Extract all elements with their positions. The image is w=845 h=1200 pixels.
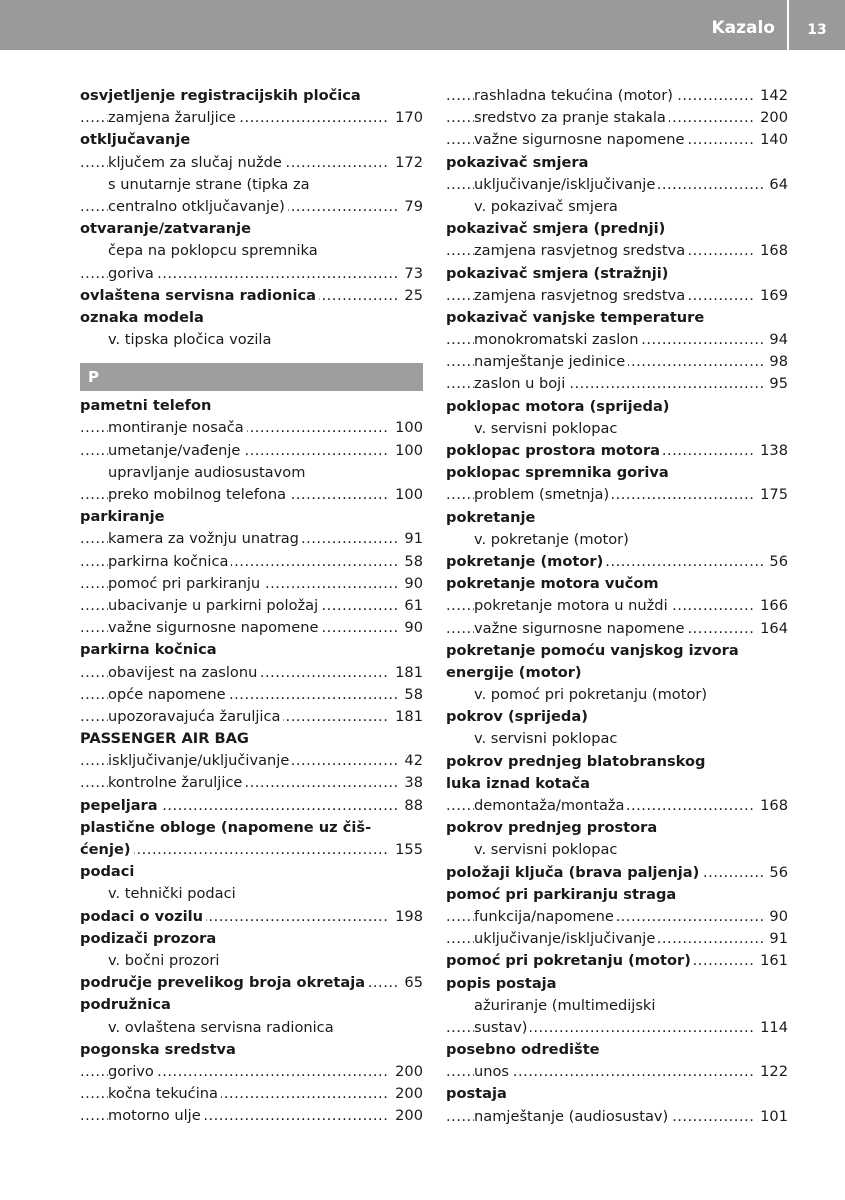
- index-subentry: [80, 1017, 423, 1039]
- entry-label: kočna tekućina: [108, 1085, 221, 1102]
- index-entry: [80, 817, 423, 839]
- entry-page-number: 90: [398, 617, 423, 639]
- index-subentry: [80, 772, 423, 794]
- entry-page-number: 98: [763, 351, 788, 373]
- index-entry: [80, 928, 423, 950]
- entry-page-number: 25: [398, 285, 423, 307]
- entry-label: pokretanje: [446, 509, 538, 526]
- entry-page-number: 114: [754, 1017, 788, 1039]
- left-column-top-entries: [80, 85, 423, 351]
- entry-label: namještanje jedinice: [474, 353, 628, 370]
- entry-page-number: 164: [754, 618, 788, 640]
- index-entry: [80, 85, 423, 107]
- left-column: [80, 85, 423, 1127]
- entry-label: parkirna kočnica: [80, 641, 220, 658]
- entry-label: kamera za vožnju unatrag: [108, 530, 302, 547]
- index-subentry: [446, 995, 788, 1017]
- index-subentry: [80, 573, 423, 595]
- entry-page-number: 166: [754, 595, 788, 617]
- entry-page-number: 138: [754, 440, 788, 462]
- entry-page-number: 94: [763, 329, 788, 351]
- entry-page-number: 142: [754, 85, 788, 107]
- index-subentry: [80, 152, 423, 174]
- index-subentry: [446, 484, 788, 506]
- entry-label: područje prevelikog broja okretaja: [80, 974, 368, 991]
- entry-label: sustav): [474, 1019, 530, 1036]
- index-entry: [446, 1039, 788, 1061]
- index-subentry: [80, 684, 423, 706]
- entry-label: poklopac spremnika goriva: [446, 464, 672, 481]
- index-subentry: [446, 285, 788, 307]
- entry-page-number: 65: [398, 972, 423, 994]
- entry-label: v. tehnički podaci: [108, 885, 239, 902]
- entry-label: ubacivanje u parkirni položaj: [108, 597, 321, 614]
- entry-label: opće napomene: [108, 686, 229, 703]
- entry-page-number: 100: [389, 484, 423, 506]
- entry-label: v. pokretanje (motor): [474, 531, 632, 548]
- entry-label: preko mobilnog telefona: [108, 486, 289, 503]
- entry-label: pokazivač smjera: [446, 154, 591, 171]
- entry-page-number: 140: [754, 129, 788, 151]
- index-subentry: [80, 706, 423, 728]
- index-subentry: [80, 174, 423, 196]
- index-entry: [446, 218, 788, 240]
- index-entry: [80, 395, 423, 417]
- entry-page-number: 61: [398, 595, 423, 617]
- index-subentry: [80, 750, 423, 772]
- entry-label: otvaranje/zatvaranje: [80, 220, 254, 237]
- entry-label: uključivanje/isključivanje: [474, 176, 658, 193]
- index-subentry: [446, 85, 788, 107]
- entry-label: pametni telefon: [80, 397, 214, 414]
- entry-label: v. servisni poklopac: [474, 841, 620, 858]
- entry-page-number: 42: [398, 750, 423, 772]
- index-subentry: [446, 129, 788, 151]
- index-subentry: [80, 883, 423, 905]
- entry-label: pokazivač vanjske temperature: [446, 309, 707, 326]
- entry-label: namještanje (audiosustav): [474, 1108, 671, 1125]
- entry-label: popis postaja: [446, 975, 560, 992]
- entry-label: v. servisni poklopac: [474, 420, 620, 437]
- index-subentry: [80, 551, 423, 573]
- entry-page-number: 200: [389, 1061, 423, 1083]
- index-subentry: [80, 595, 423, 617]
- entry-page-number: 56: [763, 862, 788, 884]
- index-entry: [446, 440, 788, 462]
- entry-page-number: 175: [754, 484, 788, 506]
- index-entry: [446, 773, 788, 795]
- index-subentry: [80, 484, 423, 506]
- index-entry: [446, 1083, 788, 1105]
- entry-page-number: 161: [754, 950, 788, 972]
- index-subentry: [446, 1061, 788, 1083]
- entry-label: pomoć pri parkiranju straga: [446, 886, 679, 903]
- left-column-bottom-entries: [80, 395, 423, 1127]
- entry-page-number: 64: [763, 174, 788, 196]
- entry-label: podaci o vozilu: [80, 908, 206, 925]
- entry-page-number: 155: [389, 839, 423, 861]
- index-subentry: [80, 196, 423, 218]
- entry-label: upozoravajuća žaruljica: [108, 708, 283, 725]
- entry-label: podružnica: [80, 996, 174, 1013]
- entry-label: podizači prozora: [80, 930, 219, 947]
- entry-label: uključivanje/isključivanje: [474, 930, 658, 947]
- entry-page-number: 198: [389, 906, 423, 928]
- entry-page-number: 101: [754, 1106, 788, 1128]
- entry-label: položaji ključa (brava paljenja): [446, 864, 702, 881]
- right-column-entries: [446, 85, 788, 1128]
- index-subentry: [80, 263, 423, 285]
- entry-label: energije (motor): [446, 664, 585, 681]
- entry-label: s unutarnje strane (tipka za: [108, 176, 313, 193]
- entry-label: v. tipska pločica vozila: [108, 331, 274, 348]
- index-entry: [446, 662, 788, 684]
- entry-label: v. ovlaštena servisna radionica: [108, 1019, 337, 1036]
- entry-label: rashladna tekućina (motor): [474, 87, 676, 104]
- entry-label: parkirna kočnica: [108, 553, 231, 570]
- entry-label: ćenje): [80, 841, 134, 858]
- index-subentry: [446, 839, 788, 861]
- entry-page-number: 88: [398, 795, 423, 817]
- entry-label: zamjena žaruljice: [108, 109, 239, 126]
- entry-label: v. pomoć pri pokretanju (motor): [474, 686, 710, 703]
- entry-label: ovlaštena servisna radionica: [80, 287, 319, 304]
- entry-label: pokazivač smjera (prednji): [446, 220, 668, 237]
- index-entry: [80, 129, 423, 151]
- entry-label: pomoć pri parkiranju: [108, 575, 263, 592]
- index-entry: [80, 218, 423, 240]
- index-entry: [446, 462, 788, 484]
- entry-page-number: 168: [754, 240, 788, 262]
- entry-label: ključem za slučaj nužde: [108, 154, 285, 171]
- entry-label: sredstvo za pranje stakala: [474, 109, 669, 126]
- entry-label: ažuriranje (multimedijski: [474, 997, 658, 1014]
- entry-label: važne sigurnosne napomene: [108, 619, 321, 636]
- index-subentry: [446, 618, 788, 640]
- index-subentry: [446, 196, 788, 218]
- entry-label: motorno ulje: [108, 1107, 204, 1124]
- index-subentry: [446, 1106, 788, 1128]
- entry-label: upravljanje audiosustavom: [108, 464, 308, 481]
- entry-label: pokretanje pomoću vanjskog izvora: [446, 642, 742, 659]
- index-subentry: [80, 329, 423, 351]
- entry-label: v. servisni poklopac: [474, 730, 620, 747]
- index-entry: [80, 1039, 423, 1061]
- index-entry: [446, 507, 788, 529]
- entry-page-number: 38: [398, 772, 423, 794]
- entry-label: pokretanje (motor): [446, 553, 606, 570]
- entry-label: isključivanje/uključivanje: [108, 752, 292, 769]
- index-subentry: [80, 662, 423, 684]
- index-subentry: [446, 107, 788, 129]
- index-entry: [446, 573, 788, 595]
- entry-label: poklopac prostora motora: [446, 442, 663, 459]
- index-subentry: [446, 373, 788, 395]
- entry-label: problem (smetnja): [474, 486, 612, 503]
- index-subentry: [80, 528, 423, 550]
- index-entry: [446, 307, 788, 329]
- entry-page-number: 90: [398, 573, 423, 595]
- index-entry: [446, 950, 788, 972]
- entry-page-number: 100: [389, 417, 423, 439]
- entry-label: zamjena rasvjetnog sredstva: [474, 242, 688, 259]
- entry-page-number: 73: [398, 263, 423, 285]
- index-subentry: [80, 1061, 423, 1083]
- index-subentry: [446, 418, 788, 440]
- entry-page-number: 58: [398, 684, 423, 706]
- index-entry: [446, 751, 788, 773]
- index-entry: [446, 862, 788, 884]
- entry-label: montiranje nosača: [108, 419, 247, 436]
- entry-label: pokazivač smjera (stražnji): [446, 265, 671, 282]
- entry-page-number: 169: [754, 285, 788, 307]
- entry-label: pogonska sredstva: [80, 1041, 239, 1058]
- index-subentry: [80, 1083, 423, 1105]
- index-subentry: [446, 795, 788, 817]
- entry-label: gorivo: [108, 1063, 157, 1080]
- index-subentry: [446, 684, 788, 706]
- entry-label: pokrov prednjeg prostora: [446, 819, 660, 836]
- entry-label: važne sigurnosne napomene: [474, 131, 687, 148]
- index-entry: [446, 396, 788, 418]
- entry-page-number: 56: [763, 551, 788, 573]
- index-entry: [80, 972, 423, 994]
- entry-page-number: 100: [389, 440, 423, 462]
- index-entry: [80, 994, 423, 1016]
- index-entry: [80, 728, 423, 750]
- entry-label: kontrolne žaruljice: [108, 774, 245, 791]
- entry-page-number: 91: [398, 528, 423, 550]
- entry-label: parkiranje: [80, 508, 168, 525]
- index-subentry: [446, 529, 788, 551]
- index-subentry: [446, 1017, 788, 1039]
- entry-page-number: 172: [389, 152, 423, 174]
- index-entry: [446, 706, 788, 728]
- index-entry: [80, 639, 423, 661]
- entry-label: obavijest na zaslonu: [108, 664, 260, 681]
- index-subentry: [446, 906, 788, 928]
- entry-page-number: 181: [389, 662, 423, 684]
- entry-label: podaci: [80, 863, 137, 880]
- entry-label: pokretanje motora vučom: [446, 575, 662, 592]
- entry-label: pomoć pri pokretanju (motor): [446, 952, 694, 969]
- entry-label: goriva: [108, 265, 157, 282]
- index-subentry: [80, 617, 423, 639]
- index-entry: [80, 795, 423, 817]
- entry-label: otključavanje: [80, 131, 193, 148]
- header-title: Kazalo: [711, 18, 775, 38]
- entry-page-number: 91: [763, 928, 788, 950]
- entry-label: čepa na poklopcu spremnika: [108, 242, 321, 259]
- entry-label: demontaža/montaža: [474, 797, 627, 814]
- index-entry: [446, 152, 788, 174]
- index-entry: [80, 861, 423, 883]
- index-entry: [80, 285, 423, 307]
- entry-page-number: 79: [398, 196, 423, 218]
- index-subentry: [80, 107, 423, 129]
- index-subentry: [446, 728, 788, 750]
- index-subentry: [80, 417, 423, 439]
- entry-label: zamjena rasvjetnog sredstva: [474, 287, 688, 304]
- entry-page-number: 95: [763, 373, 788, 395]
- section-header-p: P: [80, 363, 423, 391]
- entry-label: posebno odredište: [446, 1041, 603, 1058]
- index-entry: [446, 551, 788, 573]
- entry-label: osvjetljenje registracijskih pločica: [80, 87, 364, 104]
- entry-label: funkcija/napomene: [474, 908, 617, 925]
- entry-page-number: 168: [754, 795, 788, 817]
- entry-page-number: 122: [754, 1061, 788, 1083]
- index-entry: [446, 263, 788, 285]
- index-entry: [446, 640, 788, 662]
- right-column: [446, 85, 788, 1128]
- entry-label: monokromatski zaslon: [474, 331, 641, 348]
- index-subentry: [80, 240, 423, 262]
- index-subentry: [446, 240, 788, 262]
- index-subentry: [446, 928, 788, 950]
- index-subentry: [80, 440, 423, 462]
- entry-label: poklopac motora (sprijeda): [446, 398, 672, 415]
- entry-page-number: 200: [389, 1105, 423, 1127]
- entry-label: v. pokazivač smjera: [474, 198, 621, 215]
- entry-page-number: 200: [754, 107, 788, 129]
- entry-label: pokrov prednjeg blatobranskog: [446, 753, 708, 770]
- entry-page-number: 181: [389, 706, 423, 728]
- entry-label: v. bočni prozori: [108, 952, 222, 969]
- index-entry: [446, 817, 788, 839]
- entry-label: unos: [474, 1063, 512, 1080]
- entry-label: luka iznad kotača: [446, 775, 593, 792]
- index-entry: [80, 307, 423, 329]
- index-entry: [80, 906, 423, 928]
- entry-label: pepeljara: [80, 797, 161, 814]
- entry-label: umetanje/vađenje: [108, 442, 243, 459]
- index-entry: [446, 884, 788, 906]
- index-subentry: [446, 174, 788, 196]
- entry-page-number: 170: [389, 107, 423, 129]
- index-subentry: [80, 950, 423, 972]
- entry-label: centralno otključavanje): [108, 198, 288, 215]
- entry-label: pokrov (sprijeda): [446, 708, 591, 725]
- index-subentry: [80, 462, 423, 484]
- index-subentry: [446, 329, 788, 351]
- entry-label: postaja: [446, 1085, 510, 1102]
- entry-label: zaslon u boji: [474, 375, 568, 392]
- entry-label: važne sigurnosne napomene: [474, 620, 687, 637]
- index-entry: [446, 973, 788, 995]
- entry-page-number: 200: [389, 1083, 423, 1105]
- page-number: 13: [807, 22, 827, 38]
- entry-label: PASSENGER AIR BAG: [80, 730, 252, 747]
- entry-label: pokretanje motora u nuždi: [474, 597, 671, 614]
- index-subentry: [80, 1105, 423, 1127]
- entry-page-number: 58: [398, 551, 423, 573]
- index-entry: [80, 506, 423, 528]
- entry-label: plastične obloge (napomene uz čiš-: [80, 819, 374, 836]
- entry-label: oznaka modela: [80, 309, 207, 326]
- index-entry: [80, 839, 423, 861]
- index-subentry: [446, 351, 788, 373]
- entry-page-number: 90: [763, 906, 788, 928]
- index-subentry: [446, 595, 788, 617]
